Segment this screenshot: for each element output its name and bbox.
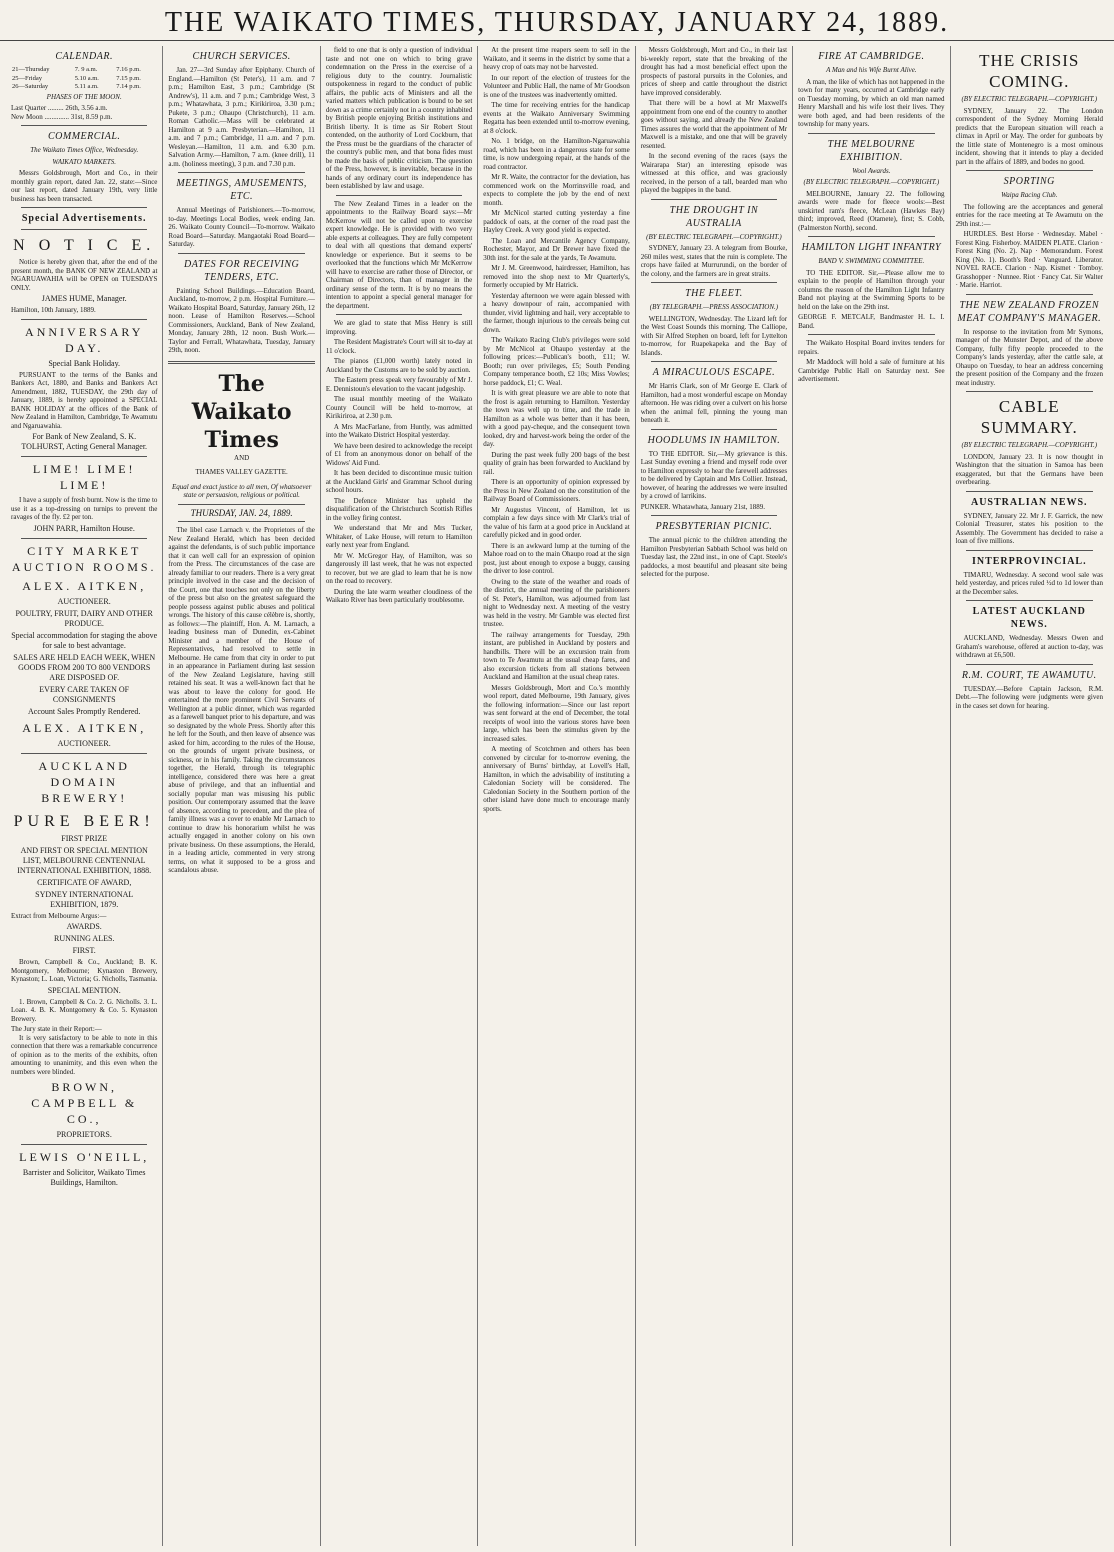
lime-signature: JOHN PARR, Hamilton House. [33, 523, 135, 533]
news-item: We have been desired to acknowledge the receipt of £1 from an anonymous donor on behalf of the Widows' Aid Fund. [325, 441, 473, 467]
columns [6, 46, 1108, 1546]
church-heading: CHURCH SERVICES. [192, 51, 291, 62]
divider [966, 550, 1093, 551]
column-3 [321, 46, 478, 1546]
calendar-row [11, 75, 157, 84]
crisis-heading: THE CRISIS COMING. [979, 51, 1080, 91]
news-item: It is with great pleasure we are able to note that the frost is again returning to Hamilton. Yesterday the town was well up to time, and the trade in Hamilton as a whole was better than it has been, with a good pay-cheque, and the consequent town looked, dry and harvest-work being the order of the day. [483, 389, 630, 448]
news-item: It has been decided to discontinue music tuition at the Auckland Girls' and Grammar School during school hours. [325, 469, 473, 494]
divider [966, 491, 1093, 492]
divider [21, 1144, 147, 1145]
divider [808, 236, 934, 237]
divider [651, 515, 777, 516]
railway-board-item: The New Zealand Times in a leader on the appointments to the Railway Board says:—Mr McKerrow will not be called upon to exercise expert knowledge. He is provided with two very able experts at colleagues. They are fully competent to deal with all questions that demand experts' knowledge or experience. But it seems to be overlooked that the functions which Mr McKerrow will have to exercise are rather those of Director, or Chairman of Directors, than of manager in the ordinary sense of the term. It is by no means the intention to appoint a special general manager for the department. [325, 199, 473, 310]
news-item: Owing to the state of the weather and roads of the district, the annual meeting of the parishioners of St. Peter's, Hamilton, was adjourned from last night to Wednesday next. A meeting of the vestry was held in the vestry. Mr Gamble was elected first trustee. [483, 577, 630, 628]
wool-subheading: (BY ELECTRIC TELEGRAPH.—COPYRIGHT.) [803, 178, 940, 186]
pure-beer: PURE BEER! [13, 812, 155, 830]
divider [336, 314, 462, 315]
column-1 [6, 46, 163, 1546]
fire-subheading: A Man and his Wife Burnt Alive. [826, 66, 917, 74]
newspaper-title: THE WAIKATO TIMES, THURSDAY, JANUARY 24, 1889. [164, 7, 950, 38]
drought-subheading: (BY ELECTRIC TELEGRAPH.—COPYRIGHT.) [646, 232, 782, 241]
special-mention: SPECIAL MENTION. [47, 985, 121, 995]
divider [178, 172, 304, 173]
crisis-text: SYDNEY, January 22. The London correspondent of the Sydney Morning Herald predicts that the European situation will reach a climax in April or May. The order for gunboats by the little state of Montenegro is a most ominous incident, showing that it intends to play a decided part in the affairs of 1889, and bodes no good. [955, 106, 1103, 166]
special-accommodation: Special accommodation for staging the above for sale to best advantage. [11, 630, 158, 650]
motto: Equal and exact justice to all men, Of whatsoever state or persuasion, religious or political. [171, 482, 312, 499]
interprovincial-text: TIMARU, Wednesday. A second wool sale was held yesterday, and prices ruled ½d to 1d lower than at the December sales. [955, 570, 1103, 596]
news-item: The Eastern press speak very favourably of Mr J. E. Dennistoun's elevation to the vacant judgeship. [325, 376, 473, 393]
lime-heading: LIME! LIME! LIME! [32, 462, 136, 492]
escape-text: Mr Harris Clark, son of Mr George E. Clark of Hamilton, had a most wonderful escape on Monday afternoon. He was riding over a culvert on his horse when the animal fell, pinning the young man beneath it. [640, 382, 788, 424]
fire-text: A man, the like of which has not happened in the town for many years, occurred at Cambridge early on Tuesday morning, by which an old man named Henry Marshall and his wife lost their lives. They were both aged, and had been residents of the township for many years. [798, 77, 945, 128]
meetings-text: Annual Meetings of Parishioners.—To-morrow, to-day. Meetings Local Bodies, week ending Jan. 26. Waikato County Council—To-morrow. Waikato Road Board—Saturday. Mangaotaki Road Board—Saturday. [168, 206, 315, 248]
divider [808, 133, 934, 134]
proprietors: PROPRIETORS. [56, 1130, 112, 1139]
hoodlums-text: TO THE EDITOR. Sir,—My grievance is this. Last Sunday evening a friend and myself rode over to Hamilton expressly to hear the farewell addresses to be delivered by Captain and Mrs Collier. Instead, however, of hearing the addresses we were insulted by a crowd of larrikins. [640, 449, 788, 500]
markets-heading: WAIKATO MARKETS. [52, 157, 117, 166]
news-item: That there will be a howl at Mr Maxwell's appointment from one end of the country to another goes without saying, and already the New Zealand Times assures the world that the appointment of Mr Maxwell is a mistake, and one that will be gravely resented. [640, 99, 788, 150]
crisis-subheading: (BY ELECTRIC TELEGRAPH.—COPYRIGHT.) [961, 95, 1098, 103]
tenders-text: Painting School Buildings.—Education Board, Auckland, to-morrow, 2 p.m. Hospital Furniture.—Waikato Hospital Board, Saturday, January 26th, 12 noon. Lease of Hamilton Reserves.—School Commissioners, Auckland, Bank of New Zealand, Monday, January 28th, 12 noon. Bush Work.—Taylor and Ferrall, Whatawhata, Tuesday, January 29th, noon. [168, 286, 315, 354]
jury-text: It is very satisfactory to be able to note in this connection that there was a remarkable concurrence of opinion as to the merits of the exhibits, often amounting to unanimity, and this even when the numbers were blinded. [11, 1033, 158, 1076]
calendar-cell: 25—Friday [12, 74, 42, 82]
picnic-heading: PRESBYTERIAN PICNIC. [655, 521, 773, 532]
divider [966, 294, 1093, 295]
fleet-subheading: (BY TELEGRAPH.—PRESS ASSOCIATION.) [649, 303, 779, 311]
australian-heading: AUSTRALIAN NEWS. [970, 496, 1088, 508]
poultry-text: POULTRY, FRUIT, DAIRY AND OTHER PRODUCE. [15, 608, 153, 628]
anniversary-heading: ANNIVERSARY DAY. [25, 324, 144, 355]
divider [336, 195, 462, 196]
divider [651, 429, 777, 430]
lewis-text: Barrister and Solicitor, Waikato Times Buildings, Hamilton. [22, 1168, 146, 1187]
calendar-cell: 7. 9 a.m. [74, 66, 98, 73]
cable-text: LONDON, January 23. It is now thought in Washington that the situation in Samoa has been exaggerated, but that the Germans have been overbearing. [955, 452, 1103, 486]
issue-date: THURSDAY, JAN. 24, 1889. [190, 507, 293, 518]
news-item: Mr McNicol started cutting yesterday a fine paddock of oats, at the corner of the road past the Hayley Creek. A very good yield is expected. [483, 209, 630, 234]
wool-text: MELBOURNE, January 22. The following awards were made for fleece wools:—Best unskirted ram's fleece, McLean (Hawkes Bay) third; improved, Reed (Otamete), first; S. Cobb, (Palmerston North), second. [798, 189, 945, 232]
news-item: The railway arrangements for Tuesday, 29th instant, are published in Auckland by posters and handbills. There will be an excursion train from town to Te Awamutu at the usual cheap fares, and also excursion tickets from all stations between Auckland and Hamilton at the usual cheap rates. [483, 630, 630, 681]
news-item: A Mrs MacFarlane, from Huntly, was admitted into the Waikato District Hospital yesterday. [325, 422, 473, 439]
news-item: In our report of the election of trustees for the Volunteer and Public Hall, the name of Mr Goodson is one of the trustees was inadvertently omitted. [483, 73, 630, 99]
editorial-text: The libel case Larnach v. the Proprietors of the New Zealand Herald, which has been decided against the defendants, is of such public importance that it can well call for an expression of opinion from the Press. The circumstances of the case are already familiar to our readers. There is a very great principle involved in the case and the decision of the Court, one that touches not only on the liberty of the press but also on the greatest safeguard the people possess against public abuses and political wrongs. The history of this cause célèbre is, shortly, as follows:—The plaintiff, Hon. A. M. Larnach, a leading business man of Dunedin, ex-Cabinet Minister and a member of the House of Representatives, had resolved to settle in Melbourne. He came from that city in order to put in an appearance in Parliament during last session of the New Zealand Legislature, having still retained his seat. It was a well-known fact that he was about to leave the colony for good. He entertained the more prominent Civil Servants of Wellington at a public dinner, which was regarded as a farewell banquet prior to his departure, and was so designated by the whole Press. Shortly after this he left for the South, and then leave of absence was asked for him, according to the rules of the House, on the grounds of urgent private business, or sickness, or in his family. Taking the circumstances together, the Herald, through its telegraphic intelligence, considered there was here a great abuse of privilege, and that an influential and socially popular man was misusing his public position. Our contemporary assumed that the leave of absence, according to precedent, and the plea of family illness was a cover to enable Mr Larnach to continue to draw his honorarium whilst he was actually engaged in another colony on his own private business. On these assumptions, the Herald, in a leading article, commented in very strong terms, on what it supposed to be a gross and scandalous abuse. [168, 526, 315, 874]
paper-and: AND [234, 453, 250, 462]
hoodlums-signature: PUNKER. Whatawhata, January 21st, 1889. [640, 502, 765, 511]
news-item: The usual monthly meeting of the Waikato County Council will be held to-morrow, at Kirikiriroa, at 2.30 p.m. [325, 395, 473, 420]
special-ads-heading: Special Advertisements. [21, 213, 147, 224]
australian-text: SYDNEY, January 22. Mr J. F. Garrick, the new Colonial Treasurer, states his position to the Assembly. The Government has decided to raise a loan of five millions. [955, 511, 1103, 545]
notice-heading: N O T I C E. [13, 237, 156, 254]
anniversary-text: PURSUANT to the terms of the Banks and Bankers Act, 1880, and Banks and Bankers Act Amendment, 1882, TUESDAY, the 29th day of January, 1889, is hereby appointed a SPECIAL BANK HOLIDAY at the offices of the Bank of New Zealand in Hamilton, Cambridge, Te Awamutu and Ngaruawahia. [11, 370, 158, 430]
meetings-heading: MEETINGS, AMUSEMENTS, ETC. [176, 178, 307, 202]
column-7 [951, 46, 1108, 1546]
divider [651, 361, 777, 362]
band-subheading: BAND V. SWIMMING COMMITTEE. [818, 257, 925, 265]
prize-text: AND FIRST OR SPECIAL MENTION LIST, MELBOURNE CENTENNIAL INTERNATIONAL EXHIBITION, 1888. [17, 845, 152, 875]
column-4 [478, 46, 635, 1546]
sporting-heading: SPORTING [1003, 176, 1055, 187]
rm-court-heading: R.M. COURT, TE AWAMUTU. [961, 669, 1097, 681]
hospital-notice: The Waikato Hospital Board invites tenders for repairs. [798, 339, 945, 356]
picnic-text: The annual picnic to the children attending the Hamilton Presbyterian Sabbath School was held on Tuesday last, the 22nd inst., in one of Capt. Steele's paddocks, a most beautiful and pleasant site being selected for the purpose. [640, 536, 788, 578]
calendar-cell: 7.16 p.m. [116, 66, 141, 73]
lime-text: I have a supply of fresh burnt. Now is the time to use it as a top-dressing on turnips to prevent the ravages of the fly. £2 per ton. [11, 496, 158, 521]
sydney-exhibition: SYDNEY INTERNATIONAL EXHIBITION, 1879. [35, 889, 134, 909]
brewery-heading: AUCKLAND DOMAIN BREWERY! [38, 758, 130, 805]
paper-title: The Waikato Times [191, 370, 292, 453]
latest-auckland-heading: LATEST AUCKLAND NEWS. [972, 606, 1086, 630]
news-item: We are glad to state that Miss Henry is still improving. [325, 319, 473, 336]
drought-heading: THE DROUGHT IN AUSTRALIA [669, 204, 759, 229]
running-ales: RUNNING ALES. [53, 934, 115, 943]
news-item: No. 1 bridge, on the Hamilton-Ngaruawahia road, which has been in a dangerous state for some time, is now undergoing repair, at the hands of the road contractor. [483, 137, 630, 171]
last-quarter: Last Quarter ......... 26th, 3.56 a.m. [11, 104, 108, 112]
rm-court-text: TUESDAY.—Before Captain Jackson, R.M. Debt.—The following were judgments were given in the cases set down for hearing. [955, 684, 1103, 710]
wool-heading: Wool Awards. [852, 166, 891, 175]
aitken-name: ALEX. AITKEN, [22, 578, 147, 593]
column-6 [793, 46, 950, 1546]
news-item: The Resident Magistrate's Court will sit to-day at 11 o'clock. [325, 338, 473, 355]
calendar-cell: 5.10 a.m. [74, 74, 99, 82]
news-item: Messrs Goldsbrough, Mort and Co., in their last bi-weekly report, state that the breaking of the drought has had a most beneficial effect upon the prospects of pastoral pursuits in the Colonies, and prices of sheep and cattle throughout the district have improved considerably. [640, 46, 788, 97]
latest-auckland-text: AUCKLAND, Wednesday. Messrs Owen and Graham's warehouse, offered at auction to-day, was withdrawn at £6,500. [955, 634, 1103, 659]
frozen-meat-heading: THE NEW ZEALAND FROZEN MEAT COMPANY'S MANAGER. [957, 299, 1102, 324]
anniversary-signature: For Bank of New Zealand, S. K. TOLHURST, Acting General Manager. [21, 432, 148, 451]
cable-subheading: (BY ELECTRIC TELEGRAPH.—COPYRIGHT.) [961, 441, 1098, 449]
divider [178, 253, 304, 254]
tenders-heading: DATES FOR RECEIVING TENDERS, ETC. [184, 258, 300, 283]
escape-heading: A MIRACULOUS ESCAPE. [652, 367, 776, 378]
divider [168, 361, 314, 364]
fleet-heading: THE FLEET. [685, 288, 743, 299]
news-item: Messrs Goldsbrough, Mort and Co.'s monthly wool report, dated Melbourne, 19th January, gives the following information:—Since our last report was sent forward at the end of December, the total receipts of wool into the various stores have been large, which has been the stimulus given by the increased sales. [483, 683, 630, 743]
news-item: Yesterday afternoon we were again blessed with a heavy downpour of rain, accompanied with thunder, vivid lightning and hail, very acceptable to the farmer, though injurious to the cereals being cut down. [483, 291, 630, 334]
fire-heading: FIRE AT CAMBRIDGE. [818, 51, 925, 62]
fleet-text: WELLINGTON, Wednesday. The Lizard left for the West Coast Sounds this morning. The Calliope, with Sir Alfred Stephen on board, left for Lyttelton to-morrow, for Ruapekapeka and the Bay of Islands. [640, 314, 788, 357]
divider [21, 229, 147, 230]
news-item: A meeting of Scotchmen and others has been convened by circular for to-morrow evening, the anniversary of Burns' birthday, at Lovell's Hall, Hamilton, in which the advisability of instituting a Caledonian Society will be considered. The Caledonian Society in the Southern portion of the other island have done much to encourage manly sports. [483, 745, 630, 813]
waipa-text: The following are the acceptances and general entries for the race meeting at Te Awamutu on the 29th inst.:— [955, 202, 1103, 228]
news-item: Mr W. McGregor Hay, of Hamilton, was so dangerously ill last week, that he was not expected to recover, but we are glad to learn that he is now on the road to recovery. [325, 551, 473, 585]
hoodlums-heading: HOODLUMS IN HAMILTON. [647, 434, 781, 446]
jury-intro: The Jury state in their Report:— [11, 1025, 102, 1033]
news-item: At the present time reapers seem to sell in the Waikato, and it seems in the district by some that a heavy crop of oats may not be harvested. [483, 46, 630, 71]
news-item: There is an awkward lump at the turning of the Mahoe road on to the main Ohaupo road at the sign post, just about enough to expose a buggy, causing the driver to lose control. [483, 541, 630, 575]
divider [651, 282, 777, 283]
news-item: The Defence Minister has upheld the disqualification of the Christchurch Scottish Rifles in the volley firing contest. [325, 496, 473, 522]
calendar-row [11, 83, 157, 92]
divider [178, 504, 304, 505]
frozen-meat-text: In response to the invitation from Mr Symons, manager of the Munster Depot, and of the above Company, fully fifty people proceeded to the Company's lands yesterday, after the cattle sale, at Ohaupo on Tuesday, to hear an address concerning the present position of the Company and the frozen meat industry. [955, 327, 1103, 387]
news-item: We understand that Mr and Mrs Tucker, Whitaker, of Lake House, will return to Hamilton early next year from England. [325, 524, 473, 549]
cable-heading: CABLE SUMMARY. [980, 397, 1078, 437]
argus-extract: Extract from Melbourne Argus:— [11, 911, 107, 920]
first-prize: FIRST PRIZE [61, 833, 108, 843]
divider [21, 456, 147, 457]
news-item: During the late warm weather cloudiness of the Waikato River has been particularly troublesome. [325, 587, 473, 604]
new-moon: New Moon .............. 31st, 8.59 p.m. [11, 112, 113, 121]
account-sales: Account Sales Promptly Rendered. [28, 706, 141, 716]
calendar-row [11, 66, 157, 75]
divider [966, 170, 1093, 171]
calendar-heading: CALENDAR. [55, 51, 113, 62]
ales-text: Brown, Campbell & Co., Auckland; B. K. Montgomery, Melbourne; Kynaston Brewery, Kynaston; L. Loan, Victoria; G. Nicholls, Tasmania. [11, 958, 158, 983]
divider [21, 753, 147, 754]
news-item: During the past week fully 200 bags of the best quality of grain has been forwarded to Auckland by rail. [483, 450, 630, 476]
editorial-continued: field to one that is only a question of individual taste and not one on which to bring grave condemnation on the Press in the exercise of a religious duty to the country. Journalistic outspokenness in regard to the conduct of public affairs, the public acts of Ministers and all the varied matters which publication is bound to be set down as a crime certainly not in a country inhabited by British people enjoying British institutions and British liberty. It is time as Sir Robert Stout contended, on the authority of Lord Cockburn, that the Press must be the guardians of the character of the country's public men, and that bona fides must be made the basis of public criticism. The question of the Press, however, is inevitable, because in the hands of any ordinary court its independence has been established by law and usage. [325, 46, 473, 190]
divider [966, 391, 1093, 392]
divider [21, 125, 147, 126]
news-item: The Loan and Mercantile Agency Company, Rochester, Mayor, and Dr Brewer have fixed the 30th inst. for the sale at the yards, Te Awamutu. [483, 236, 630, 262]
first-label: FIRST. [72, 946, 96, 955]
notice-date: Hamilton, 10th January, 1889. [11, 306, 96, 314]
lewis-oneill: LEWIS O'NEILL, [19, 1150, 150, 1164]
masthead [0, 6, 1114, 41]
calendar-table [11, 66, 157, 92]
column-5 [636, 46, 793, 1546]
divider [651, 199, 777, 200]
brown-campbell: BROWN, CAMPBELL & CO., [31, 1080, 138, 1126]
commercial-heading: COMMERCIAL. [47, 131, 121, 142]
news-item: The pianos (£1,000 worth) lately noted in Auckland by the Customs are to be sold by auction. [325, 357, 473, 374]
notice-signature: JAMES HUME, Manager. [41, 294, 127, 303]
auction-heading: CITY MARKET AUCTION ROOMS. [11, 543, 157, 574]
certificate: CERTIFICATE OF AWARD, [37, 877, 132, 887]
news-item: There is an opportunity of opinion expressed by the Press in New Zealand on the constitution of the Railway Board of Commissioners. [483, 478, 630, 503]
calendar-cell: 7.14 p.m. [116, 83, 141, 90]
mention-list: 1. Brown, Campbell & Co. 2. G. Nicholls. 3. L. Loan. 4. B. K. Montgomery & Co. 5. Kynaston Brewery. [11, 997, 158, 1023]
divider [966, 664, 1093, 665]
commercial-text: Messrs Goldsbrough, Mort and Co., in their monthly grain report, dated Jan. 22, state:—Since our last report, dated January 19th, very little business has been transacted. [11, 169, 158, 203]
commercial-subheading: The Waikato Times Office, Wednesday. [30, 146, 139, 154]
divider [808, 334, 934, 335]
auctioneer-label-2: AUCTIONEER. [57, 738, 111, 748]
column-2 [163, 46, 320, 1546]
news-item: Mr J. M. Greenwood, hairdresser, Hamilton, has removed into the shop next to Mr Quarterly's, formerly occupied by Mr Hatrick. [483, 264, 630, 289]
waipa-list: HURDLES. Best Horse · Wednesday. Mabel · Forest King. Fisherboy. MAIDEN PLATE. Clarion · Forest King (No. 2). Nap · Memorandum. Forest King (No. 1). Booth's Red · Vanguard. Liberator. NOVEL RACE. Clarion · Nap. Kismet · Tomboy. Grasshopper · Nunnee. Riot · Fancy Cat. Sir Walter · Marie. Harriot. [955, 230, 1103, 289]
calendar-cell: 7.15 p.m. [116, 74, 141, 82]
every-care: EVERY CARE TAKEN OF CONSIGNMENTS [39, 684, 130, 704]
calendar-cell: 5.11 a.m. [74, 83, 99, 90]
paper-subtitle: THAMES VALLEY GAZETTE. [195, 468, 288, 476]
awards-heading: AWARDS. [66, 922, 102, 931]
news-item: Mr R. Waite, the contractor for the deviation, has commenced work on the Morrinsville road, and expects to complete the job by the end of next month. [483, 173, 630, 207]
divider [21, 319, 147, 320]
aitken-name-2: ALEX. AITKEN, [22, 720, 147, 735]
divider [21, 538, 147, 539]
divider [966, 600, 1093, 601]
sales-text: SALES ARE HELD EACH WEEK, WHEN GOODS FROM 200 TO 800 VENDORS ARE DISPOSED OF. [13, 652, 156, 682]
auctioneer-label: AUCTIONEER. [57, 596, 111, 606]
waipa-heading: Waipa Racing Club. [1001, 191, 1058, 199]
calendar-cell: 21—Thursday [12, 66, 50, 73]
band-signature: GEORGE F. METCALF, Bandmaster H. L. I. Band. [798, 313, 945, 330]
band-text: TO THE EDITOR. Sir,—Please allow me to explain to the people of Hamilton through your columns the reason of the Hamilton Light Infantry Band not playing at the Swimming Sports to be held on the lake on the 29th inst. [798, 268, 945, 311]
melbourne-heading: THE MELBOURNE EXHIBITION. [827, 138, 916, 163]
sale-notice: Mr Maddock will hold a sale of furniture at his Cambridge Public Hall on Saturday next. See advertisement. [798, 358, 945, 383]
news-item: The Waikato Racing Club's privileges were sold by Mr McNicol at Ohaupo yesterday at the following prices:—Publican's booth, £11; W. Booth; run over privileges, £5; South Pending Company temperance booth, £2 10s; Miss Vowles; horse paddock, £1; C. Weal. [483, 336, 630, 387]
calendar-cell: 26—Saturday [12, 83, 49, 90]
notice-text: Notice is hereby given that, after the end of the present month, the BANK OF NEW ZEALAND at NGARUAWAHIA will be OPEN on TUESDAYS ONLY. [11, 258, 158, 292]
moon-phases-heading: PHASES OF THE MOON. [46, 92, 122, 101]
anniversary-subheading: Special Bank Holiday. [48, 358, 121, 368]
divider [21, 207, 147, 208]
drought-text: SYDNEY, January 23. A telegram from Bourke, 260 miles west, states that the ruin is complete. The crops have failed at Murrurundi, on the border of the colony, and the farmers are in great straits. [640, 244, 788, 278]
interprovincial-heading: INTERPROVINCIAL. [971, 555, 1087, 567]
news-item: The time for receiving entries for the handicap events at the Waikato Anniversary Swimming Regatta has been extended until to-morrow evening, at 8 o'clock. [483, 101, 630, 135]
news-item: Mr Augustus Vincent, of Hamilton, let us complain a few days since with Mr Clark's trial of the value of his farm at a good price in Auckland at carefully picked and in good order. [483, 505, 630, 539]
church-text: Jan. 27—3rd Sunday after Epiphany. Church of England.—Hamilton (St Peter's), 11 a.m. and 7 p.m.; Hamilton East, 3 p.m.; Cambridge (St Andrew's), 11 a.m. and 7 p.m.; Cambridge West, 3 p.m.; Whatawhata, 3 p.m.; Kirikiriroa, 3.30 p.m.; Pukete, 3 p.m.; Ohaupo (Christchurch), 11 a.m. Roman Catholic.—Mass will be celebrated at Hamilton at 9 a.m. Presbyterian.—Hamilton, 11 a.m. and 7 p.m.; Cambridge, 11 a.m. and 7 p.m. Wesleyan.—Hamilton, 11 a.m. and 6.30 p.m. Salvation Army.—Hamilton, 7 a.m. (knee drill), 11 a.m. (holiness meeting), 3 p.m. and 7.30 p.m. [168, 66, 315, 168]
band-heading: HAMILTON LIGHT INFANTRY [801, 242, 942, 253]
news-item: In the second evening of the races (says the Wairarapa Star) an interesting episode was witnessed at this office, and was graciously received, in the person of a tall, bearded man who played the bagpipes in the band. [640, 152, 788, 194]
divider [178, 521, 304, 522]
